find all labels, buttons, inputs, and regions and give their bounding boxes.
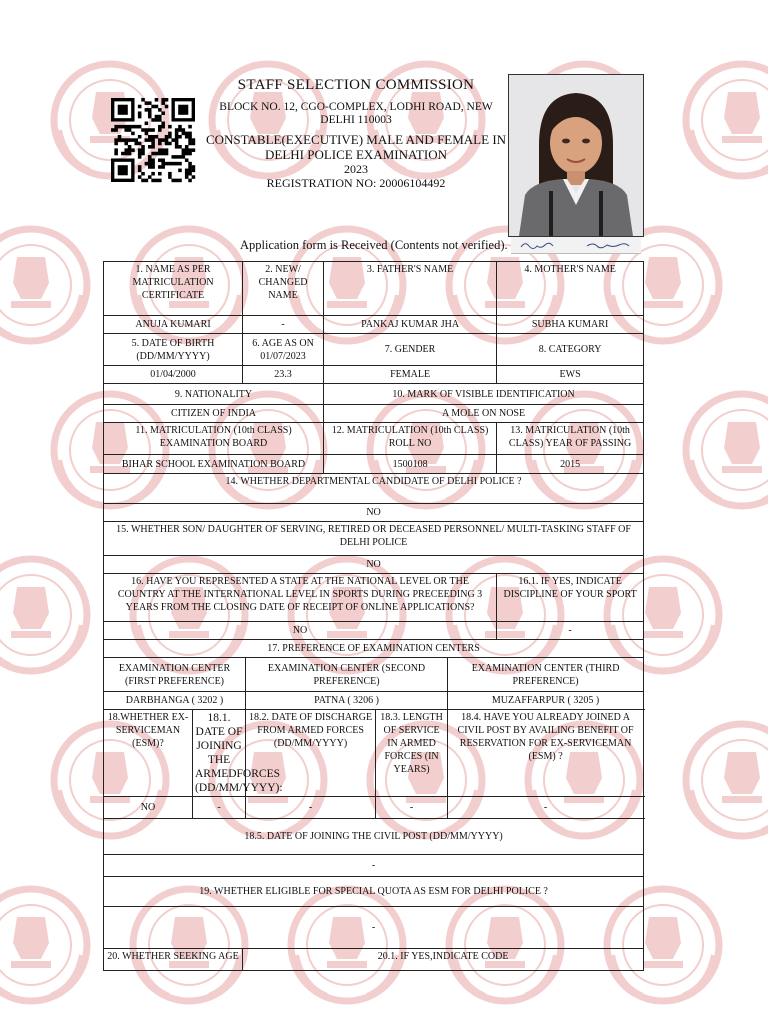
q5-label: 5. DATE OF BIRTH (DD/MM/YYYY) [104,334,243,366]
a18-3-value: - [376,797,448,819]
q8-label: 8. CATEGORY [497,334,644,366]
a18-2-value: - [246,797,376,819]
q18-3-label: 18.3. LENGTH OF SERVICE IN ARMED FORCES (IN YEARS) [376,710,448,797]
q1-label: 1. NAME AS PER MATRICULATION CERTIFICATE [104,262,243,316]
a9-value: CITIZEN OF INDIA [104,405,324,423]
q6-label: 6. AGE AS ON 01/07/2023 [243,334,324,366]
commission-title: STAFF SELECTION COMMISSION [237,77,475,93]
a3-value: PANKAJ KUMAR JHA [324,316,497,334]
a7-value: FEMALE [324,366,497,384]
q20-label: 20. WHETHER SEEKING AGE [104,949,243,971]
q14-label: 14. WHETHER DEPARTMENTAL CANDIDATE OF DELHI POLICE ? [104,474,644,504]
a8-value: EWS [497,366,644,384]
q18-4-label: 18.4. HAVE YOU ALREADY JOINED A CIVIL POST BY AVAILING BENEFIT OF RESERVATION FOR EX-SERVICEMAN (ESM) ? [448,710,644,797]
a12-value: 1500108 [324,455,497,474]
q4-label: 4. MOTHER'S NAME [497,262,644,316]
center-1-label: EXAMINATION CENTER (FIRST PREFERENCE) [104,658,246,692]
a19-value: - [104,907,644,949]
center-3-value: MUZAFFARPUR ( 3205 ) [448,692,644,710]
a10-value: A MOLE ON NOSE [324,405,644,423]
q3-label: 3. FATHER'S NAME [324,262,497,316]
q18-5-label: 18.5. DATE OF JOINING THE CIVIL POST (DD/MM/YYYY) [104,819,644,855]
q18-label: 18.WHETHER EX-SERVICEMAN (ESM)? [104,710,193,797]
q2-label: 2. NEW/ CHANGED NAME [243,262,324,316]
a13-value: 2015 [497,455,644,474]
a18-5-value: - [104,855,644,877]
q12-label: 12. MATRICULATION (10th CLASS) ROLL NO [324,423,497,455]
q10-label: 10. MARK OF VISIBLE IDENTIFICATION [324,384,644,405]
a5-value: 01/04/2000 [104,366,243,384]
q11-label: 11. MATRICULATION (10th CLASS) EXAMINATION BOARD [104,423,324,455]
registration-number: REGISTRATION NO: 20006104492 [266,176,446,190]
center-1-value: DARBHANGA ( 3202 ) [104,692,246,710]
center-3-label: EXAMINATION CENTER (THIRD PREFERENCE) [448,658,644,692]
a16-value: NO [104,622,497,640]
a2-value: - [243,316,324,334]
q19-label: 19. WHETHER ELIGIBLE FOR SPECIAL QUOTA AS ESM FOR DELHI POLICE ? [104,877,644,907]
a18-1-value: - [193,797,246,819]
a4-value: SUBHA KUMARI [497,316,644,334]
a11-value: BIHAR SCHOOL EXAMINATION BOARD [104,455,324,474]
candidate-photo [508,74,644,237]
q9-label: 9. NATIONALITY [104,384,324,405]
q13-label: 13. MATRICULATION (10th CLASS) YEAR OF PASSING [497,423,644,455]
a18-4-value: - [448,797,644,819]
a18-value: NO [104,797,193,819]
q18-1-label: 18.1. DATE OF JOINING THE ARMEDFORCES (DD/MM/YYYY): [193,710,246,797]
exam-name: CONSTABLE(EXECUTIVE) MALE AND FEMALE IN DELHI POLICE EXAMINATION [205,132,507,162]
application-status: Application form is Received (Contents not verified). [240,238,508,252]
a15-value: NO [104,556,644,574]
q20-1-label: 20.1. IF YES,INDICATE CODE [243,949,644,971]
center-2-value: PATNA ( 3206 ) [246,692,448,710]
a16-1-value: - [497,622,644,640]
form-header [205,76,507,190]
a14-value: NO [104,504,644,522]
q7-label: 7. GENDER [324,334,497,366]
q15-label: 15. WHETHER SON/ DAUGHTER OF SERVING, RETIRED OR DECEASED PERSONNEL/ MULTI-TASKING STAFF OF DELHI POLICE [104,522,644,556]
qr-code [111,86,195,194]
candidate-signature [511,237,641,254]
q17-label: 17. PREFERENCE OF EXAMINATION CENTERS [104,640,644,658]
application-details-table [103,261,644,971]
a6-value: 23.3 [243,366,324,384]
q18-2-label: 18.2. DATE OF DISCHARGE FROM ARMED FORCES (DD/MM/YYYY) [246,710,376,797]
commission-address: BLOCK NO. 12, CGO-COMPLEX, LODHI ROAD, NEW DELHI 110003 [219,101,493,126]
center-2-label: EXAMINATION CENTER (SECOND PREFERENCE) [246,658,448,692]
a1-value: ANUJA KUMARI [104,316,243,334]
q16-1-label: 16.1. IF YES, INDICATE DISCIPLINE OF YOUR SPORT [497,574,644,622]
q16-label: 16. HAVE YOU REPRESENTED A STATE AT THE NATIONAL LEVEL OR THE COUNTRY AT THE INTERNATIONAL LEVEL IN SPORTS DURING PRECEEDING 3 YEARS FROM THE CLOSING DATE OF RECEIPT OF ONLINE APPLICATIONS? [104,574,497,622]
exam-year: 2023 [344,162,368,176]
